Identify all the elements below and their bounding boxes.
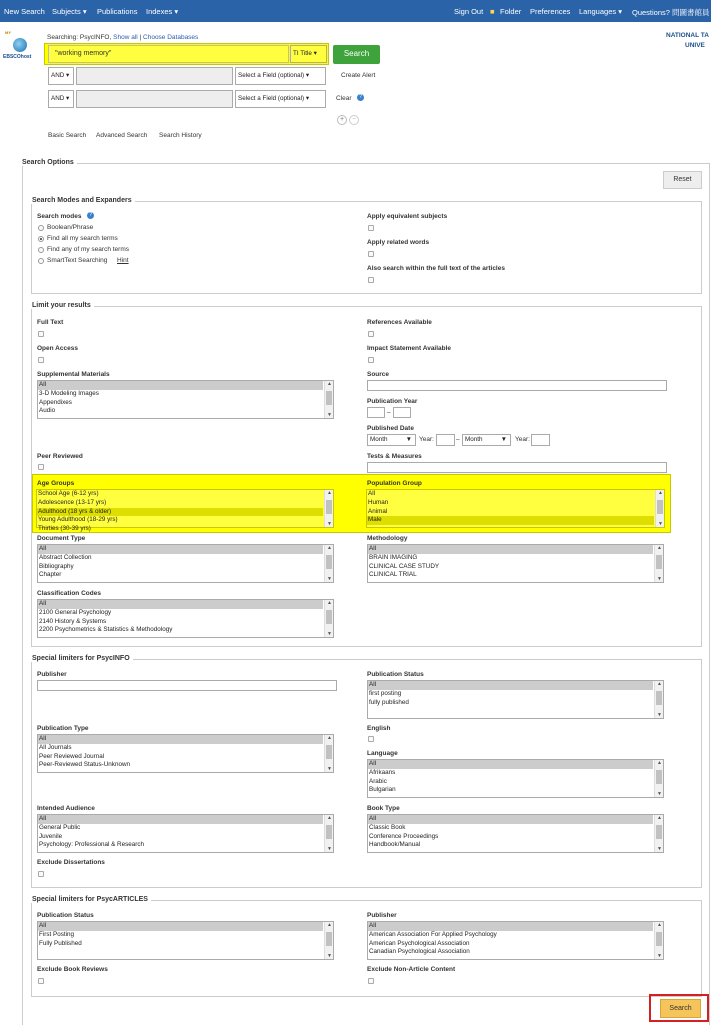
fulltext-search-checkbox[interactable] [368, 277, 374, 283]
search-input-3[interactable] [76, 90, 233, 108]
nav-subjects[interactable]: Subjects ▾ [52, 7, 87, 16]
impact-statement-label: Impact Statement Available [367, 345, 452, 352]
list-option[interactable]: American Association For Applied Psychology [369, 930, 497, 938]
exclude-nonarticle-label: Exclude Non-Article Content [367, 966, 456, 973]
book-type-listbox[interactable] [367, 814, 664, 853]
list-option[interactable]: Canadian Psychological Association [369, 948, 470, 956]
pub-year-to-input[interactable] [393, 407, 411, 418]
list-option[interactable]: All [38, 815, 323, 824]
list-option[interactable]: Bibliography [39, 562, 74, 570]
exclude-book-reviews-checkbox[interactable] [38, 978, 44, 984]
pa-publisher-listbox[interactable] [367, 921, 664, 960]
source-input[interactable] [367, 380, 667, 391]
month-from-select[interactable]: Month ▼ [367, 434, 416, 446]
list-option[interactable]: Classic Book [369, 823, 406, 831]
nav-folder[interactable]: Folder [500, 7, 522, 16]
audience-label: Intended Audience [37, 805, 95, 812]
list-option[interactable]: American Psychological Association [369, 939, 470, 947]
list-option[interactable]: Animal [368, 507, 388, 515]
scrollbar[interactable]: ▲ ▼ [324, 600, 333, 637]
peer-reviewed-label: Peer Reviewed [37, 453, 83, 460]
list-option[interactable]: Juvenile [39, 832, 63, 840]
pub-year-label: Publication Year [367, 398, 418, 405]
list-option[interactable]: Arabic [369, 777, 387, 785]
scrollbar[interactable]: ▲ ▼ [324, 545, 333, 582]
list-option[interactable]: first posting [369, 689, 402, 697]
language-listbox[interactable] [367, 759, 664, 798]
list-option[interactable]: Handbook/Manual [369, 841, 421, 849]
search-button[interactable]: Search [333, 45, 380, 64]
supplemental-listbox[interactable] [37, 380, 334, 419]
list-option[interactable]: All [38, 600, 323, 609]
list-option[interactable]: All [38, 922, 323, 931]
related-words-checkbox[interactable] [368, 251, 374, 257]
pa-publisher-label: Publisher [367, 912, 397, 919]
folder-icon[interactable]: ■ [490, 7, 495, 16]
list-option[interactable]: All [368, 922, 653, 931]
modes-legend: Search Modes and Expanders [29, 197, 135, 204]
list-option[interactable]: 2140 History & Systems [39, 617, 107, 625]
list-option[interactable]: Bulgarian [369, 786, 396, 794]
published-date-label: Published Date [367, 425, 414, 432]
list-option[interactable]: CLINICAL TRIAL [369, 571, 417, 579]
age-groups-listbox[interactable] [36, 489, 334, 533]
nav-indexes[interactable]: Indexes ▾ [146, 7, 179, 16]
list-option[interactable]: Adulthood (18 yrs & older) [37, 508, 323, 517]
list-option[interactable]: Chapter [39, 571, 62, 579]
list-option[interactable]: All [368, 681, 653, 690]
classification-codes-label: Classification Codes [37, 590, 101, 597]
list-option[interactable]: Peer-Reviewed Status-Unknown [39, 761, 130, 769]
year-to-label: Year: [515, 436, 530, 443]
institution-name-2: UNIVE [685, 42, 705, 49]
pub-year-dash: – [387, 409, 391, 416]
radio-find-all[interactable] [38, 236, 44, 242]
list-option[interactable]: 3-D Modeling Images [39, 389, 99, 397]
radio-find-any[interactable] [38, 247, 44, 253]
list-option[interactable]: All [38, 735, 323, 744]
open-access-checkbox[interactable] [38, 357, 44, 363]
psycinfo-legend: Special limiters for PsycINFO [29, 655, 133, 662]
bottom-search-button[interactable]: Search [660, 999, 701, 1018]
equiv-subjects-checkbox[interactable] [368, 225, 374, 231]
date-dash: – [456, 436, 460, 443]
pub-status-label: Publication Status [367, 671, 424, 678]
list-option[interactable]: BRAIN IMAGING [369, 553, 418, 561]
exclude-dissertations-checkbox[interactable] [38, 871, 44, 877]
bool-select-2[interactable]: AND ▾ [48, 67, 74, 85]
document-type-label: Document Type [37, 535, 86, 542]
supplemental-label: Supplemental Materials [37, 371, 110, 378]
list-option[interactable]: Abstract Collection [39, 553, 92, 561]
search-modes-label: Search modes [37, 213, 82, 220]
top-nav-bar [0, 0, 711, 22]
list-option[interactable]: Afrikaans [369, 768, 396, 776]
radio-boolean[interactable] [38, 225, 44, 231]
list-option[interactable]: Thirties (30-39 yrs) [38, 525, 91, 533]
scrollbar[interactable]: ▲ ▼ [655, 490, 664, 527]
list-option[interactable]: Peer Reviewed Journal [39, 752, 105, 760]
field-select-2[interactable]: Select a Field (optional) ▾ [235, 67, 326, 85]
list-option[interactable]: All [368, 815, 653, 824]
nav-preferences[interactable]: Preferences [530, 7, 571, 16]
peer-reviewed-checkbox[interactable] [38, 464, 44, 470]
fulltext-search-label: Also search within the full text of the articles [367, 265, 505, 272]
references-checkbox[interactable] [368, 331, 374, 337]
language-label: Language [367, 750, 398, 757]
list-option[interactable]: Audio [39, 407, 56, 415]
show-all-link[interactable]: Show all [113, 34, 138, 41]
create-alert-link[interactable]: Create Alert [341, 72, 376, 79]
scrollbar[interactable]: ▲ ▼ [324, 922, 333, 959]
year-to-input[interactable] [531, 434, 550, 446]
search-input-1[interactable]: "working memory" [48, 45, 289, 63]
reset-button[interactable]: Reset [663, 171, 702, 189]
publisher-label: Publisher [37, 671, 67, 678]
source-label: Source [367, 371, 390, 378]
references-label: References Available [367, 319, 432, 326]
list-option[interactable]: 2200 Psychometrics & Statistics & Methodology [39, 626, 173, 634]
list-option[interactable]: Appendixes [39, 398, 72, 406]
methodology-listbox[interactable] [367, 544, 664, 583]
globe-icon [13, 38, 27, 52]
radio-boolean-label: Boolean/Phrase [47, 224, 94, 231]
tab-advanced-search[interactable]: Advanced Search [96, 132, 148, 139]
list-option[interactable]: Adolescence (13-17 yrs) [38, 498, 107, 506]
full-text-label: Full Text [37, 319, 64, 326]
impact-statement-checkbox[interactable] [368, 357, 374, 363]
search-input-2[interactable] [76, 67, 233, 85]
searching-label: Searching: PsycINFO, Show all | Choose Databases [47, 34, 199, 41]
pub-year-from-input[interactable] [367, 407, 385, 418]
help-icon[interactable]: ? [357, 94, 364, 101]
field-select-1[interactable]: TI Title ▾ [290, 45, 327, 63]
list-option[interactable]: Psychology: Professional & Research [39, 841, 144, 849]
pa-pub-status-listbox[interactable] [37, 921, 334, 960]
open-access-label: Open Access [37, 345, 78, 352]
document-type-listbox[interactable] [37, 544, 334, 583]
publisher-input[interactable] [37, 680, 337, 691]
pa-pub-status-label: Publication Status [37, 912, 94, 919]
list-option[interactable]: Young Adulthood (18-29 yrs) [38, 516, 118, 524]
list-option[interactable]: First Posting [39, 930, 74, 938]
scrollbar[interactable]: ▲ ▼ [654, 545, 663, 582]
full-text-checkbox[interactable] [38, 331, 44, 337]
scrollbar[interactable]: ▲ ▼ [324, 381, 333, 418]
list-option[interactable]: Fully Published [39, 939, 82, 947]
radio-find-any-label: Find any of my search terms [47, 246, 129, 253]
scrollbar[interactable]: ▲ ▼ [654, 922, 663, 959]
tests-measures-label: Tests & Measures [367, 453, 422, 460]
scrollbar[interactable]: ▲ ▼ [654, 815, 663, 852]
scrollbar[interactable]: ▲ ▼ [654, 760, 663, 797]
list-option[interactable]: All [38, 545, 323, 554]
hint-link[interactable]: Hint [117, 257, 129, 264]
population-group-label: Population Group [367, 480, 422, 487]
list-option[interactable]: School Age (6-12 yrs) [38, 490, 99, 497]
list-option[interactable]: 2100 General Psychology [39, 608, 112, 616]
book-type-label: Book Type [367, 805, 400, 812]
age-groups-label: Age Groups [37, 480, 75, 487]
population-group-listbox[interactable] [366, 489, 665, 528]
list-option[interactable]: fully published [369, 698, 409, 706]
nav-publications[interactable]: Publications [97, 7, 138, 16]
list-option[interactable]: All [368, 760, 653, 769]
scrollbar[interactable]: ▲ ▼ [324, 815, 333, 852]
ebsco-logo[interactable]: MY EBSCOhost [3, 30, 32, 60]
radio-smarttext[interactable] [38, 258, 44, 264]
scrollbar[interactable]: ▲ ▼ [324, 735, 333, 772]
list-option[interactable]: All [368, 490, 375, 497]
list-option[interactable]: All [368, 545, 653, 554]
english-checkbox[interactable] [368, 736, 374, 742]
year-from-label: Year: [419, 436, 434, 443]
tests-measures-input[interactable] [367, 462, 667, 473]
exclude-book-reviews-label: Exclude Book Reviews [37, 966, 108, 973]
related-words-label: Apply related words [367, 239, 430, 246]
nav-languages[interactable]: Languages ▾ [579, 7, 622, 16]
english-label: English [367, 725, 391, 732]
classification-codes-listbox[interactable] [37, 599, 334, 638]
list-option[interactable]: Human [368, 498, 389, 506]
clear-link[interactable]: Clear [336, 95, 352, 102]
limits-legend: Limit your results [29, 302, 94, 309]
tab-basic-search[interactable]: Basic Search [48, 132, 87, 139]
methodology-label: Methodology [367, 535, 408, 542]
list-option[interactable]: Conference Proceedings [369, 832, 439, 840]
radio-smarttext-label: SmartText Searching [47, 257, 108, 264]
field-select-3[interactable]: Select a Field (optional) ▾ [235, 90, 326, 108]
audience-listbox[interactable] [37, 814, 334, 853]
choose-databases-link[interactable]: Choose Databases [143, 34, 199, 41]
exclude-nonarticle-checkbox[interactable] [368, 978, 374, 984]
list-option[interactable]: All Journals [39, 743, 72, 751]
list-option[interactable]: Male [367, 516, 654, 525]
scrollbar[interactable]: ▲ ▼ [654, 681, 663, 718]
bool-select-3[interactable]: AND ▾ [48, 90, 74, 108]
year-from-input[interactable] [436, 434, 455, 446]
nav-new-search[interactable]: New Search [4, 7, 45, 16]
exclude-dissertations-label: Exclude Dissertations [37, 859, 105, 866]
tab-search-history[interactable]: Search History [159, 132, 202, 139]
list-option[interactable]: All [38, 381, 323, 390]
institution-name: NATIONAL TA [666, 32, 709, 39]
equiv-subjects-label: Apply equivalent subjects [367, 213, 448, 220]
psycarticles-legend: Special limiters for PsycARTICLES [29, 896, 151, 903]
nav-questions[interactable]: Questions? 問圖書館員 [632, 8, 710, 17]
pub-status-listbox[interactable] [367, 680, 664, 719]
list-option[interactable]: General Public [39, 823, 81, 831]
pub-type-listbox[interactable] [37, 734, 334, 773]
scrollbar[interactable]: ▲ ▼ [324, 490, 333, 527]
add-row-button[interactable]: + [337, 115, 347, 125]
month-to-select[interactable]: Month ▼ [462, 434, 511, 446]
remove-row-button[interactable]: − [349, 115, 359, 125]
help-icon[interactable]: ? [87, 212, 94, 219]
nav-sign-out[interactable]: Sign Out [454, 7, 484, 16]
search-options-legend: Search Options [22, 159, 77, 166]
pub-type-label: Publication Type [37, 725, 89, 732]
list-option[interactable]: CLINICAL CASE STUDY [369, 562, 440, 570]
radio-find-all-label: Find all my search terms [47, 235, 118, 242]
